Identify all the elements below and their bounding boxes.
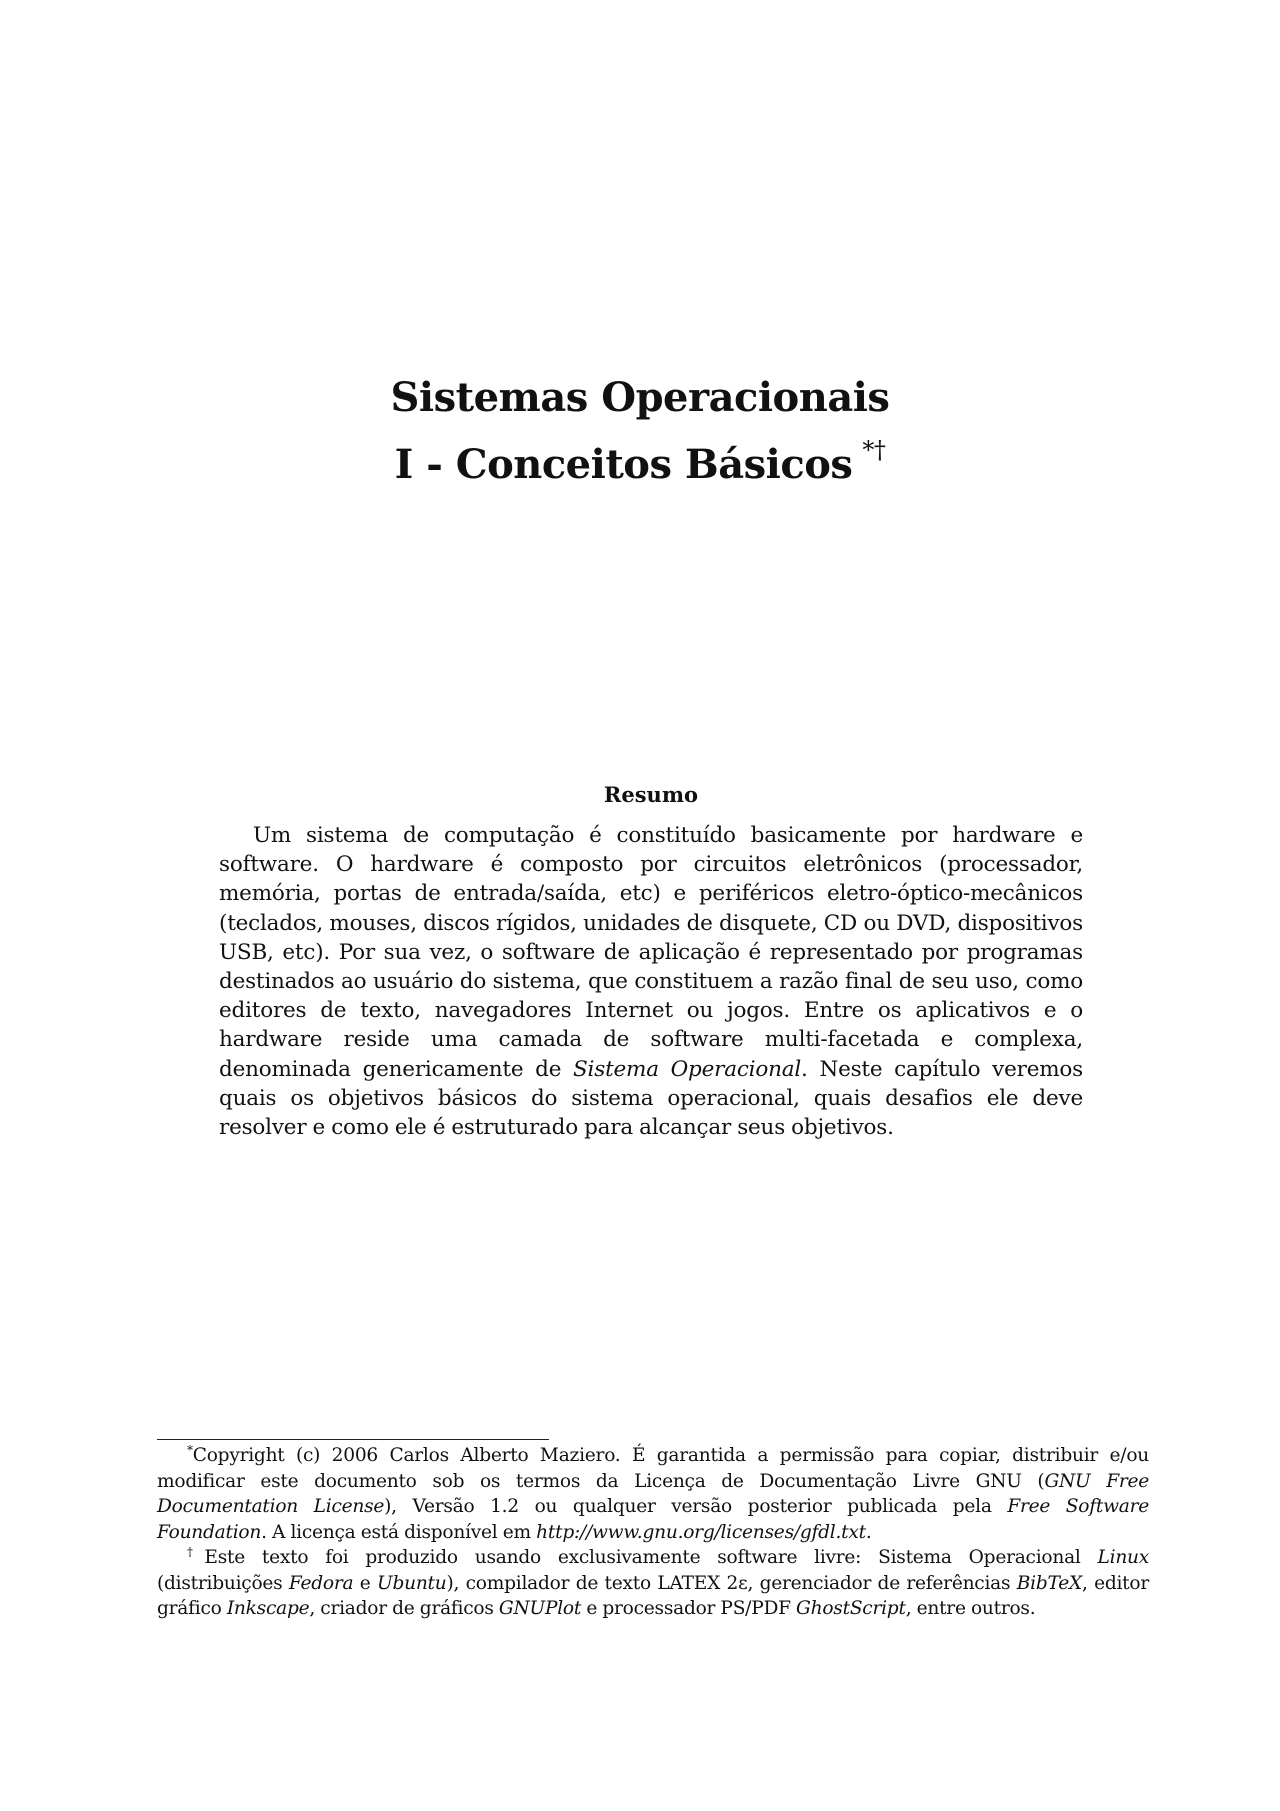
fn2-text-7: e processador PS/PDF <box>581 1598 797 1619</box>
fn2-em-6: GNUPlot <box>498 1598 582 1619</box>
abstract-text-1: Um sistema de computação é constituído basicamente por hardware e software. O hardware é composto por circuitos eletrônicos (processador, memória, portas de entrada/saída, etc) e periféricos eletro-óptico-mecânicos (teclados, mouses, discos rígidos, unidades de disquete, CD ou DVD, dispositivos USB, etc). Por sua vez, o software de aplicação é representado por programas destinados ao usuário do sistema, que constituem a razão final de seu uso, como editores de texto, navegadores Internet ou jogos. Entre os aplicativos e o hardware reside uma camada de software multi-facetada e complexa, denominada genericamente de <box>219 823 1083 1082</box>
fn2-em-7: GhostScript <box>796 1598 906 1619</box>
fn2-text-3: e <box>353 1572 378 1594</box>
footnote-software <box>157 1545 1149 1622</box>
fn2-text-8: , entre outros. <box>905 1598 1036 1619</box>
fn1-text-3: . A licença está disponível em <box>261 1521 537 1543</box>
title-footnote-marks: *† <box>862 436 886 464</box>
title-line-2 <box>0 424 1280 491</box>
fn1-text-4: . <box>865 1521 872 1543</box>
fn2-em-2: Fedora <box>288 1572 354 1594</box>
fn2-text-4: ), compilador de texto LATEX 2ε, gerenciador de referências <box>446 1572 1017 1594</box>
fn2-em-5: Inkscape <box>226 1598 310 1619</box>
fn2-em-1: Linux <box>1097 1547 1150 1568</box>
fn2-text-6: , criador de gráficos <box>309 1598 499 1619</box>
fn1-em-1: GNU Free Documentation License <box>157 1470 1150 1517</box>
fn1-license-url: http://www.gnu.org/licenses/gfdl.txt <box>536 1521 866 1543</box>
fn1-text-1: Copyright (c) 2006 Carlos Alberto Maziero. É garantida a permissão para copiar, distribuir e/ou modificar este documento sob os termos da Licença de Documentação Livre GNU ( <box>157 1445 1149 1492</box>
footnotes <box>157 1443 1149 1622</box>
abstract-text-2: . Neste capítulo veremos quais os objetivos básicos do sistema operacional, quais desafios ele deve resolver e como ele é estruturado para alcançar seus objetivos. <box>219 1056 1084 1141</box>
fn1-em-2: Free Software Foundation <box>157 1496 1149 1543</box>
footnote-rule <box>157 1439 549 1440</box>
fn1-text-2: ), Versão 1.2 ou qualquer versão posterior publicada pela <box>384 1496 1008 1517</box>
fn2-text-5: , editor gráfico <box>157 1572 1149 1619</box>
fn2-text-1: Este texto foi produzido usando exclusivamente software livre: Sistema Operacional <box>204 1547 1098 1568</box>
title-line-1: Sistemas Operacionais <box>390 374 890 421</box>
abstract-paragraph <box>219 821 1083 1142</box>
title-line-2-text: I - Conceitos Básicos <box>394 441 853 488</box>
fn2-em-3: Ubuntu <box>377 1572 447 1594</box>
footnote-mark-2: † <box>187 1545 205 1559</box>
abstract <box>219 782 1083 1142</box>
fn2-em-4: BibTeX <box>1016 1572 1082 1594</box>
fn2-text-2: (distribuições <box>157 1572 289 1594</box>
abstract-heading: Resumo <box>603 782 699 807</box>
footnote-copyright <box>157 1443 1149 1545</box>
abstract-emphasis: Sistema Operacional <box>573 1056 802 1082</box>
document-title <box>0 372 1280 491</box>
footnote-mark-1: * <box>187 1443 193 1457</box>
